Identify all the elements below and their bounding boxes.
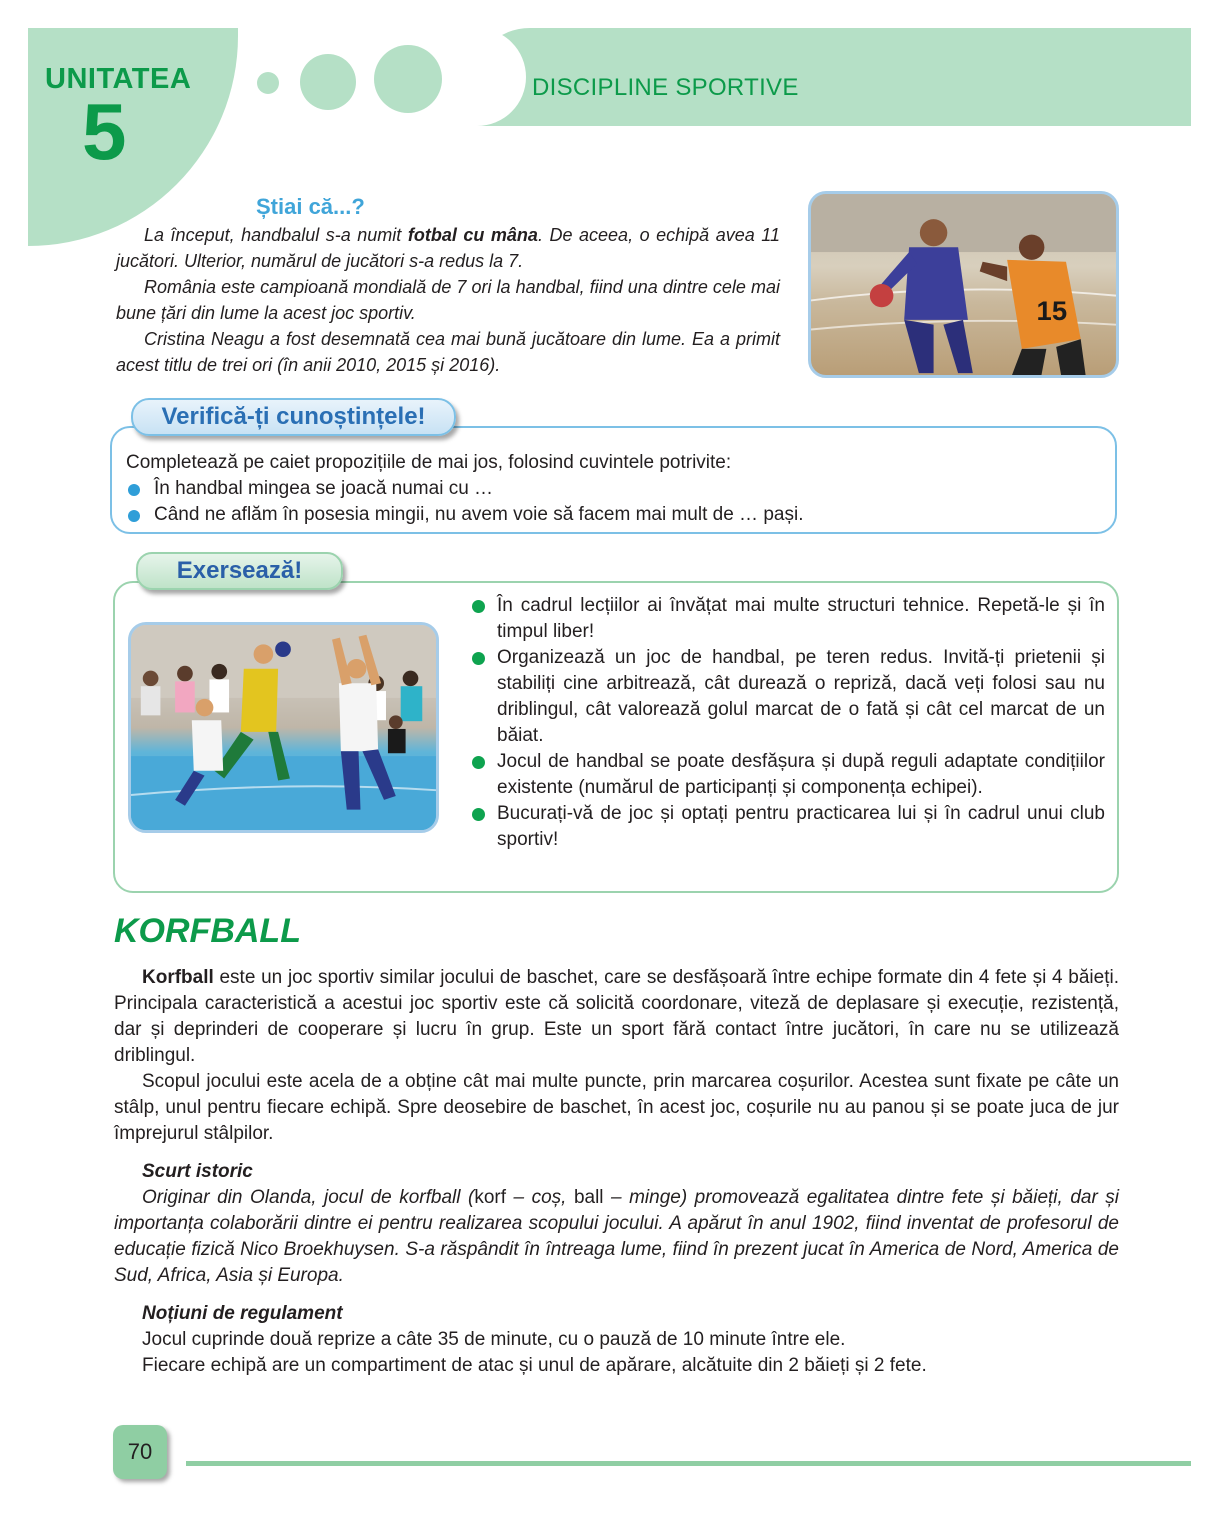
unit-badge — [28, 28, 238, 246]
text-span: ball — [573, 1187, 604, 1208]
unit-label: UNITATEA — [45, 63, 192, 95]
jersey-number: 15 — [1036, 294, 1068, 326]
exercise-tab: Exersează! — [136, 552, 343, 590]
rules-paragraph: Fiecare echipă are un compartiment de atac și unul de apărare, alcătuite din 2 băieți și 2 fete. — [142, 1355, 927, 1376]
text-span: este un joc sportiv similar jocului de baschet, care se desfășoară între echipe formate din 4 fete și 4 băieți. Principala caracteristică a acestui joc sportiv este că solicită coordonare, viteză de deplasare și execuție, rezistență, dar și deprinderi de cooperare și lucru în grup. Este un sport fără contact între jucători, în care nu se utilizează driblingul. — [114, 967, 1119, 1066]
chapter-title: DISCIPLINE SPORTIVE — [532, 74, 799, 101]
did-you-know-paragraph: Cristina Neagu a fost desemnată cea mai bună jucătoare din lume. Ea a primit acest titlu de trei ori (în anii 2010, 2015 și 2016). — [116, 329, 780, 375]
verify-knowledge-content — [126, 450, 803, 528]
youth-handball-photo — [128, 622, 439, 833]
history-paragraph — [114, 1185, 1119, 1289]
text-span: Originar din Olanda, jocul de korfball ( — [142, 1187, 475, 1208]
handball-players-photo — [808, 191, 1119, 378]
unit-number: 5 — [82, 87, 127, 176]
text-span: La început, handbalul s-a numit — [144, 225, 408, 245]
text-span: . De aceea, o echipă avea 11 jucători. Ulterior, numărul de jucători s-a redus la 7. — [116, 225, 780, 271]
text-span: – minge) promovează egalitatea dintre fete și băieți, dar și importanța colaborării dintre ei pentru realizarea scopului jocului. A apărut în anul 1902, fiind inventat de profesorul de educație fizică Nico Broekhuysen. S-a răspândit în întreaga lume, fiind în prezent jucat în America de Nord, America de Sud, Africa, Asia și Europa. — [114, 1187, 1120, 1286]
korfball-paragraph: Scopul jocului este acela de a obține cât mai multe puncte, prin marcarea coșurilor. Acestea sunt fixate pe câte un stâlp, unul pentru fiecare echipă. Spre deosebire de baschet, în acest joc, coșurile nu au panou și se poate juca de jur împrejurul stâlpilor. — [114, 1071, 1119, 1144]
exercise-list — [470, 593, 1105, 853]
exercise-item: Bucurați-vă de joc și optați pentru practicarea lui și în cadrul unui club sportiv! — [470, 801, 1105, 853]
exercise-item: Organizează un joc de handbal, pe teren redus. Invită-ți prietenii și stabiliți cine arbitrează, cât durează o repriză, dacă veți folosi sau nu driblingul, cât valorează golul marcat de o fată și cât cel marcat de un băiat. — [470, 645, 1105, 749]
verify-item: În handbal mingea se joacă numai cu … — [126, 476, 803, 502]
text-span: korf — [474, 1187, 506, 1208]
rules-heading: Noțiuni de regulament — [142, 1303, 343, 1324]
text-span: – coș, — [506, 1187, 574, 1208]
exercise-item: Jocul de handbal se poate desfășura și după reguli adaptate condițiilor existente (numărul de participanți și componența echipei). — [470, 749, 1105, 801]
korfball-title: KORFBALL — [114, 912, 301, 950]
page-number: 70 — [113, 1425, 167, 1479]
did-you-know-paragraph — [116, 222, 780, 274]
verify-intro: Completează pe caiet propozițiile de mai jos, folosind cuvintele potrivite: — [126, 452, 732, 473]
decor-dot-large — [374, 45, 442, 113]
decor-dot-small — [257, 72, 279, 94]
korfball-body — [114, 965, 1119, 1379]
korfball-paragraph — [114, 965, 1119, 1069]
rules-paragraph: Jocul cuprinde două reprize a câte 35 de minute, cu o pauză de 10 minute între ele. — [142, 1329, 846, 1350]
did-you-know-text — [116, 222, 780, 378]
bold-term: Korfball — [142, 967, 214, 988]
verify-knowledge-tab: Verifică-ți cunoștințele! — [131, 398, 456, 436]
history-heading: Scurt istoric — [142, 1161, 253, 1182]
bold-term: fotbal cu mâna — [407, 225, 538, 245]
exercise-item: În cadrul lecțiilor ai învățat mai multe structuri tehnice. Repetă-le și în timpul liber! — [470, 593, 1105, 645]
did-you-know-paragraph: România este campioană mondială de 7 ori la handbal, fiind una dintre cele mai bune țări din lume la acest joc sportiv. — [116, 277, 780, 323]
footer-divider — [186, 1461, 1191, 1466]
decor-dot-medium — [300, 54, 356, 110]
did-you-know-title: Știai că...? — [256, 194, 365, 219]
verify-item: Când ne aflăm în posesia mingii, nu avem voie să facem mai mult de … pași. — [126, 502, 803, 528]
